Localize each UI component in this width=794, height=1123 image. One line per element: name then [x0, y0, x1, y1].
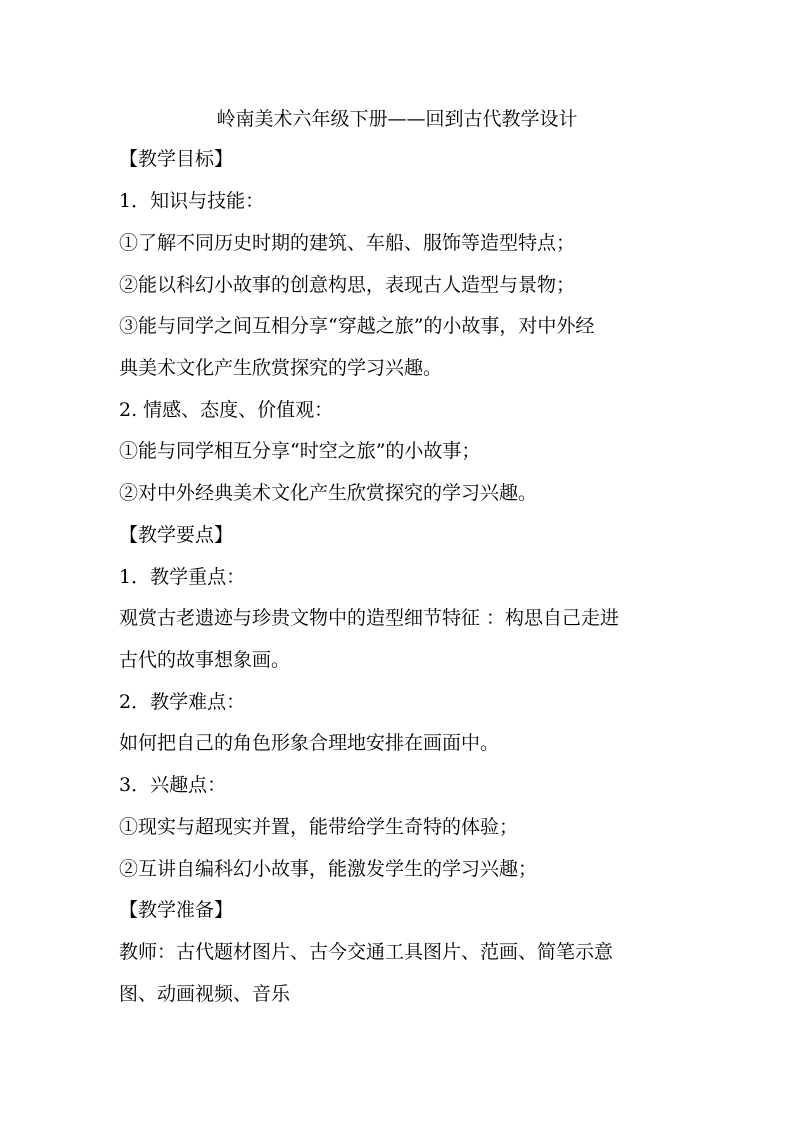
subheading-interest-points: 3．兴趣点：: [119, 774, 227, 796]
section-heading-key-points: 【教学要点】: [119, 524, 234, 546]
text-line: 古代的故事想象画。: [119, 649, 291, 671]
subheading-knowledge-skills: 1．知识与技能：: [119, 190, 265, 212]
text-line: ③能与同学之间互相分享“穿越之旅”的小故事，对中外经: [119, 315, 595, 337]
subheading-emotion-attitude: 2. 情感、态度、价值观：: [119, 399, 334, 421]
text-line: 典美术文化产生欣赏探究的学习兴趣。: [119, 357, 443, 379]
text-line: ②对中外经典美术文化产生欣赏探究的学习兴趣。: [119, 482, 538, 504]
text-line: ②能以科幻小故事的创意构思，表现古人造型与景物；: [119, 274, 576, 296]
section-heading-preparation: 【教学准备】: [119, 899, 234, 921]
text-line: ②互讲自编科幻小故事，能激发学生的学习兴趣；: [119, 858, 538, 880]
text-line: ①能与同学相互分享“时空之旅”的小故事；: [119, 440, 481, 462]
section-heading-objectives: 【教学目标】: [119, 148, 234, 170]
text-line: 如何把自己的角色形象合理地安排在画面中。: [119, 732, 500, 754]
text-line: 观赏古老遗迹与珍贵文物中的造型细节特征 ：构思自己走进: [119, 607, 620, 629]
document-title: 岭南美术六年级下册——回到古代教学设计: [216, 108, 578, 130]
text-line: ①现实与超现实并置，能带给学生奇特的体验；: [119, 816, 519, 838]
subheading-teaching-difficulty: 2．教学难点：: [119, 691, 246, 713]
text-line: 图、动画视频、音乐: [119, 983, 291, 1005]
text-line: ①了解不同历史时期的建筑、车船、服饰等造型特点；: [119, 232, 576, 254]
subheading-teaching-focus: 1．教学重点：: [119, 566, 246, 588]
text-line: 教师：古代题材图片、古今交通工具图片、范画、简笔示意: [119, 941, 614, 963]
